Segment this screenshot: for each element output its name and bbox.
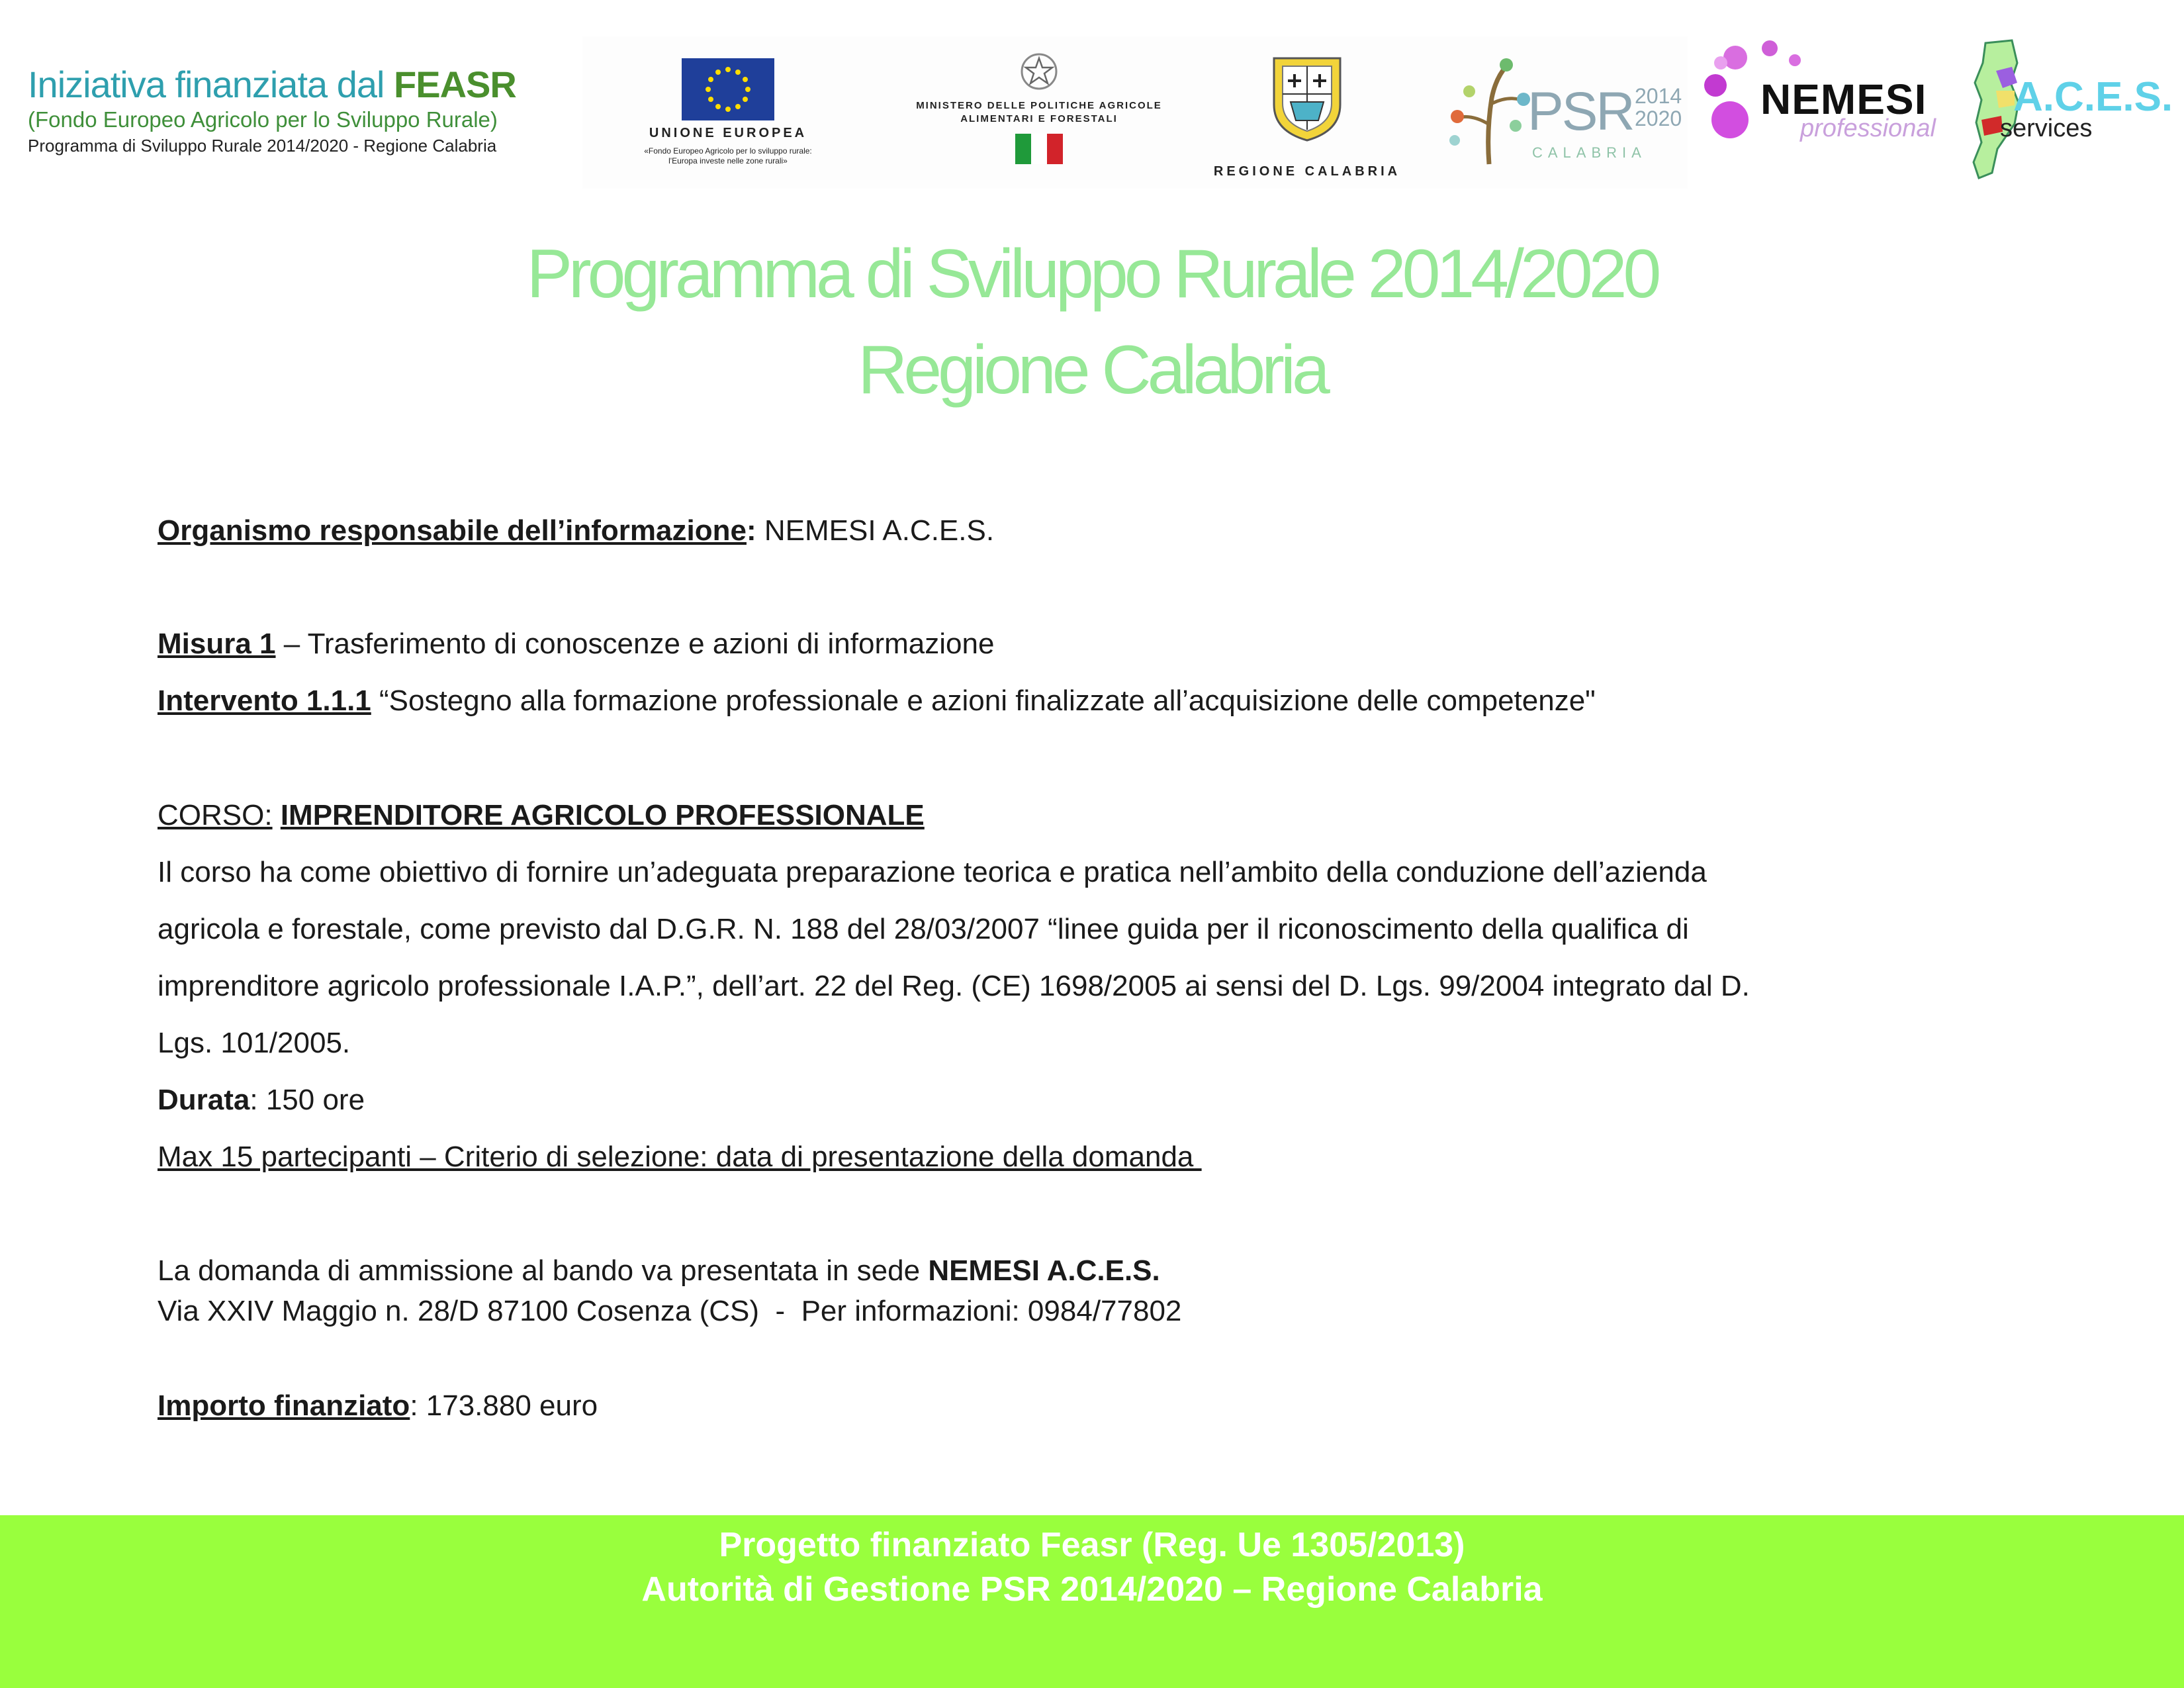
durata-value: : 150 ore: [250, 1084, 365, 1116]
italy-flag-icon: [1015, 134, 1063, 164]
description-line: agricola e forestale, come previsto dal D.G.R. N. 188 del 28/03/2007 “linee guida per il riconoscimento della qualifica di: [158, 913, 1689, 945]
regione-calabria-name: REGIONE CALABRIA: [1213, 164, 1401, 179]
psr-years: 2014 2020: [1635, 84, 1682, 130]
organismo-line: Organismo responsabile dell’informazione: NEMESI A.C.E.S.: [158, 514, 995, 547]
durata-line: [158, 1083, 365, 1117]
importo-value: : 173.880 euro: [410, 1389, 598, 1422]
address-line: Via XXIV Maggio n. 28/D 87100 Cosenza (CS) - Per informazioni: 0984/77802: [158, 1295, 1182, 1327]
organismo-value: NEMESI A.C.E.S.: [756, 514, 995, 547]
regione-calabria-crest-icon: [1264, 52, 1350, 144]
organismo-label: Organismo responsabile dell’informazione: [158, 514, 747, 547]
corso-name: IMPRENDITORE AGRICOLO PROFESSIONALE: [280, 799, 925, 831]
feasr-line1: Iniziativa finanziata dal FEASR: [28, 64, 516, 105]
feasr-line2: (Fondo Europeo Agricolo per lo Sviluppo Rurale): [28, 107, 498, 132]
eu-motto: «Fondo Europeo Agricolo per lo sviluppo rurale: l'Europa investe nelle zone rurali»: [644, 146, 812, 165]
corso-label: CORSO:: [158, 799, 273, 831]
nemesi-aces: A.C.E.S.: [2013, 74, 2173, 120]
nemesi-name: NEMESI: [1760, 75, 1927, 123]
eu-name: UNIONE EUROPEA: [649, 126, 807, 140]
nemesi-services: services: [2000, 115, 2093, 142]
description-line: Il corso ha come obiettivo di fornire un’adeguata preparazione teorica e pratica nell’ambito della conduzione dell’azienda: [158, 856, 1707, 888]
nemesi-aces-logo: [1701, 36, 2184, 182]
eu-logo: [596, 56, 860, 181]
footer-line1: Progetto finanziato Feasr (Reg. Ue 1305/2013): [719, 1526, 1465, 1564]
psr-text: PSR: [1527, 81, 1633, 142]
domanda-text: La domanda di ammissione al bando va presentata in sede: [158, 1254, 929, 1287]
description-line: Lgs. 101/2005.: [158, 1027, 351, 1059]
ministero-logo: [867, 52, 1211, 184]
ministero-seal-icon: [1018, 52, 1060, 91]
ministero-name: MINISTERO DELLE POLITICHE AGRICOLE ALIMENTARI E FORESTALI: [916, 100, 1162, 124]
description-line: imprenditore agricolo professionale I.A.P.”, dell’art. 22 del Reg. (CE) 1698/2005 ai sensi del D. Lgs. 99/2004 integrato dal D.: [158, 970, 1750, 1002]
importo-line: [158, 1389, 598, 1423]
corso-line: [158, 798, 925, 833]
feasr-line3: Programma di Sviluppo Rurale 2014/2020 - Regione Calabria: [28, 136, 497, 156]
misura-label: Misura 1: [158, 628, 276, 660]
misura-line: [158, 627, 994, 661]
psr-tree-icon: [1443, 52, 1535, 177]
max-partecipanti-line: Max 15 partecipanti – Criterio di selezione: data di presentazione della domanda: [158, 1141, 1202, 1173]
intervento-line: [158, 684, 1596, 718]
calabria-map-icon: [1974, 40, 2019, 178]
misura-text: – Trasferimento di conoscenze e azioni di informazione: [275, 628, 995, 660]
page-title-line1: Programma di Sviluppo Rurale 2014/2020: [526, 236, 1658, 312]
importo-label: Importo finanziato: [158, 1389, 410, 1422]
intervento-text: “Sostegno alla formazione professionale e azioni finalizzate all’acquisizione delle competenze": [371, 684, 1596, 717]
domanda-sede: NEMESI A.C.E.S.: [928, 1254, 1160, 1287]
nemesi-professional: professional: [1800, 115, 1936, 142]
intervento-label: Intervento 1.1.1: [158, 684, 371, 717]
eu-flag-icon: [682, 58, 774, 120]
regione-calabria-logo: [1191, 52, 1423, 184]
footer-line2: Autorità di Gestione PSR 2014/2020 – Regione Calabria: [641, 1570, 1543, 1609]
domanda-line: [158, 1254, 1160, 1288]
durata-label: Durata: [158, 1084, 250, 1116]
psr-calabria-logo: [1443, 52, 1682, 177]
feasr-logo: [28, 64, 531, 158]
psr-region: CALABRIA: [1532, 144, 1647, 161]
page-title-line2: Regione Calabria: [858, 332, 1326, 408]
